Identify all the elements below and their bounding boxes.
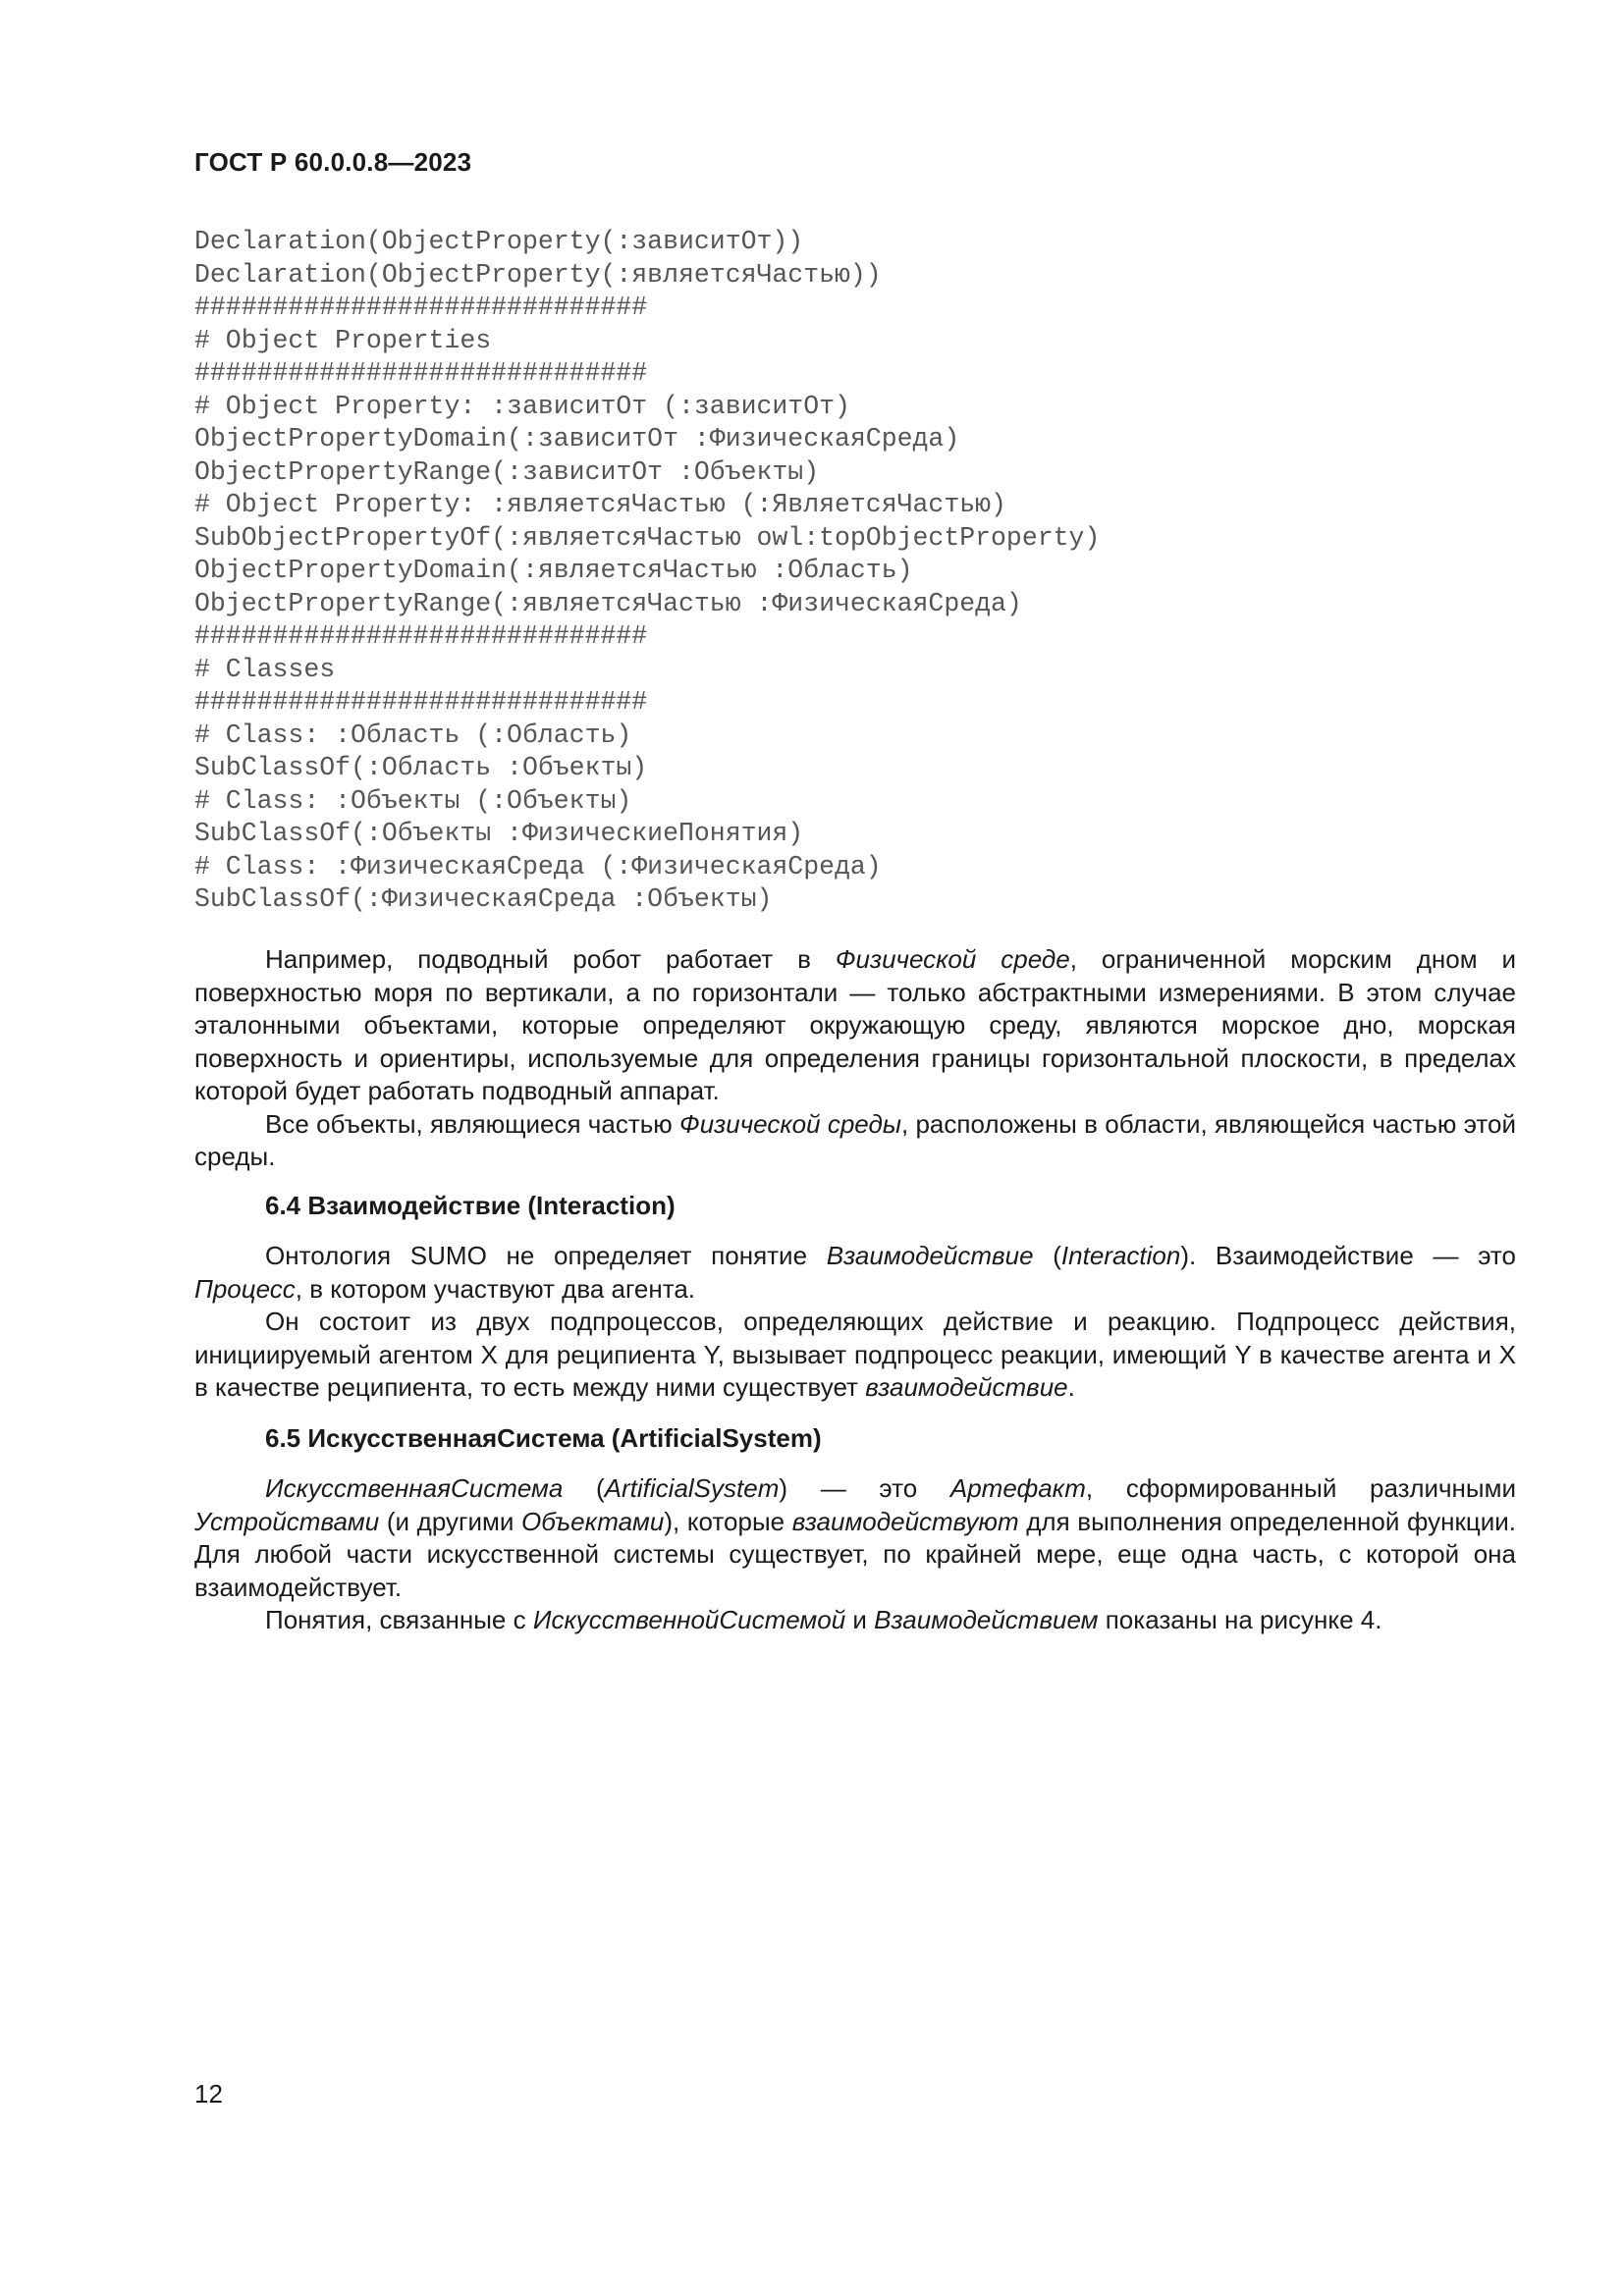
code-line: # Class: :Область (:Область) [194,720,632,750]
code-line: ObjectPropertyDomain(:зависитОт :ФизическаяСреда) [194,424,960,454]
code-line: ############################# [194,621,648,651]
section-heading-6-5: 6.5 ИскусственнаяСистема (ArtificialSystem) [265,1422,822,1453]
body-text [194,943,1516,1637]
page-number: 12 [194,2079,223,2109]
code-line: # Object Property: :зависитОт (:зависитОт) [194,391,850,421]
paragraph-interaction-subprocesses: Он состоит из двух подпроцессов, определяющих действие и реакцию. Подпроцесс действия, инициируемый агентом X для реципиента Y, вызывает подпроцесс реакции, имеющий Y в качестве агента и X в качестве реципиента, то есть между ними существует взаимодействие. [194,1307,1516,1402]
code-line: SubClassOf(:Объекты :ФизическиеПонятия) [194,819,804,848]
code-line: SubClassOf(:Область :Объекты) [194,753,648,782]
code-line: ############################# [194,358,648,388]
code-line: # Classes [194,654,336,684]
code-line: # Class: :Объекты (:Объекты) [194,785,632,816]
paragraph-artificial-system-definition: ИскусственнаяСистема (ArtificialSystem) — это Артефакт, сформированный различными Устройствами (и другими Объектами), которые взаимодействуют для выполнения определенной функции. Для любой части искусственной системы существует, по крайней мере, еще одна часть, с которой она взаимодействует. [194,1473,1516,1602]
owl-code-listing [194,226,1432,917]
code-line: ObjectPropertyDomain(:являетсяЧастью :Область) [194,556,913,585]
code-line: # Class: :ФизическаяСреда (:ФизическаяСреда) [194,851,882,881]
paragraph-physical-environment-objects: Все объекты, являющиеся частью Физической среды, расположены в области, являющейся частью этой среды. [194,1108,1516,1171]
code-line: Declaration(ObjectProperty(:являетсяЧастью)) [194,259,882,290]
code-line: # Object Properties [194,325,492,355]
code-line: ############################# [194,687,648,717]
code-line: ObjectPropertyRange(:являетсяЧастью :ФизическаяСреда) [194,588,1022,618]
code-line: ObjectPropertyRange(:зависитОт :Объекты) [194,456,820,487]
code-line: # Object Property: :являетсяЧастью (:ЯвляетсяЧастью) [194,490,1006,519]
paragraph-interaction-definition: Онтология SUMO не определяет понятие Взаимодействие (Interaction). Взаимодействие — это Процесс, в котором участвуют два агента. [194,1241,1516,1304]
code-line: SubClassOf(:ФизическаяСреда :Объекты) [194,884,773,914]
paragraph-figure-reference: Понятия, связанные с ИскусственнойСистемой и Взаимодействием показаны на рисунке 4. [265,1605,1382,1634]
code-line: Declaration(ObjectProperty(:зависитОт)) [194,227,804,256]
paragraph-underwater-robot: Например, подводный робот работает в Физической среде, ограниченной морским дном и поверхностью моря по вертикали, а по горизонтали — только абстрактными измерениями. В этом случае эталонными объектами, которые определяют окружающую среду, являются морское дно, морская поверхность и ориентиры, используемые для определения границы горизонтальной плоскости, в пределах которой будет работать подводный аппарат. [194,944,1516,1105]
document-standard-header: ГОСТ Р 60.0.0.8—2023 [194,147,472,177]
code-line: ############################# [194,293,648,322]
code-line: SubObjectPropertyOf(:являетсяЧастью owl:topObjectProperty) [194,522,1101,553]
section-heading-6-4: 6.4 Взаимодействие (Interaction) [265,1190,676,1220]
